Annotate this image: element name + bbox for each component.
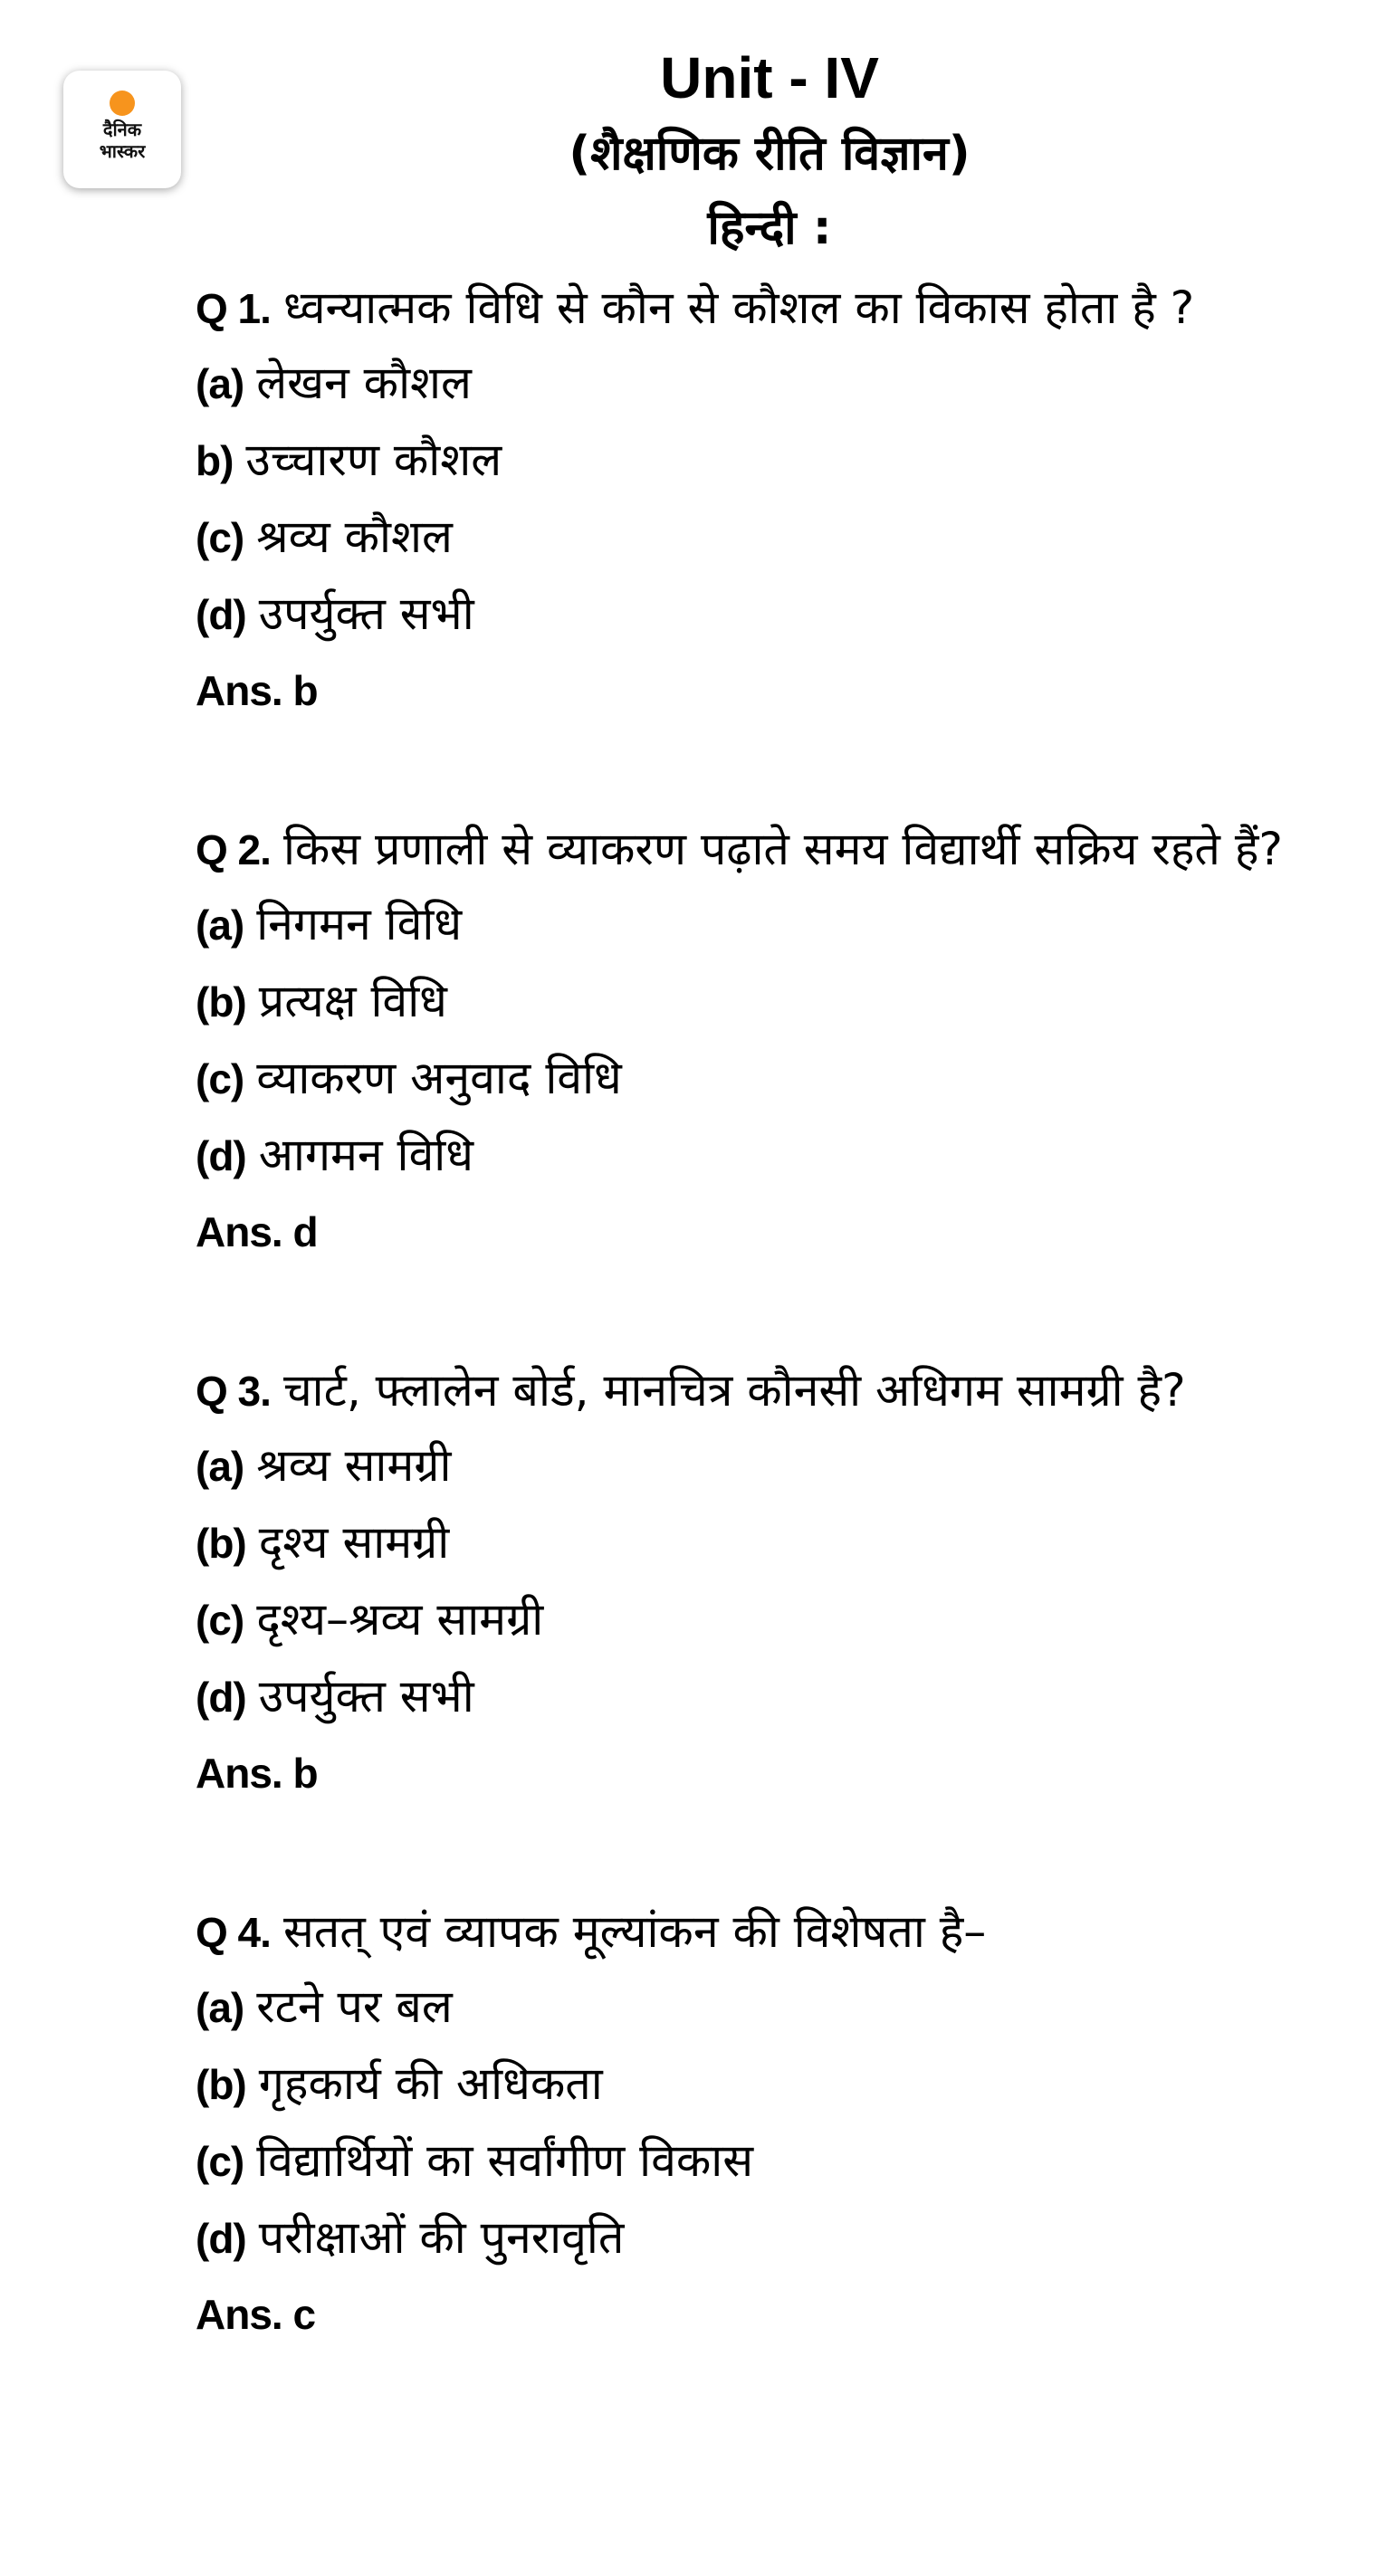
answer-line: [196, 2276, 1327, 2362]
option-d: [196, 576, 1327, 653]
answer: Ans. b: [196, 1750, 318, 1797]
subject-heading: हिन्दी :: [707, 201, 832, 255]
option-text: दृश्य सामग्री: [258, 1516, 450, 1569]
option-text: उपर्युक्त सभी: [258, 1670, 474, 1722]
option-a: [196, 1969, 1327, 2046]
question-number: Q 4.: [196, 1909, 271, 1956]
option-key: (c): [196, 1597, 244, 1644]
question-body: किस प्रणाली से व्याकरण पढ़ाते समय विद्यार्थी सक्रिय रहते हैं?: [282, 823, 1283, 875]
option-a: [196, 345, 1327, 422]
question-body: चार्ट, फ्लालेन बोर्ड, मानचित्र कौनसी अधिगम सामग्री है?: [282, 1364, 1186, 1417]
question-text: [196, 813, 1327, 886]
question-number: Q 2.: [196, 826, 271, 873]
option-b: [196, 963, 1327, 1040]
answer-line: [196, 1735, 1327, 1821]
option-text: श्रव्य कौशल: [256, 510, 453, 563]
question-body: ध्वन्यात्मक विधि से कौन से कौशल का विकास होता है ?: [282, 281, 1195, 334]
option-text: श्रव्य सामग्री: [256, 1439, 452, 1492]
answer-line: [196, 1194, 1327, 1280]
option-key: (c): [196, 514, 244, 561]
option-key: (a): [196, 1443, 244, 1490]
option-key: (b): [196, 978, 246, 1026]
option-text: विद्यार्थियों का सर्वांगीण विकास: [256, 2134, 754, 2187]
option-text: रटने पर बल: [256, 1980, 453, 2033]
question-3: [196, 1354, 1327, 1821]
option-text: निगमन विधि: [256, 898, 463, 950]
option-key: (d): [196, 1674, 246, 1721]
option-text: दृश्य–श्रव्य सामग्री: [256, 1593, 544, 1646]
option-b: [196, 2046, 1327, 2123]
option-a: [196, 1427, 1327, 1504]
question-body: सतत् एवं व्यापक मूल्यांकन की विशेषता है–: [282, 1905, 987, 1958]
question-4: [196, 1895, 1327, 2362]
option-key: (c): [196, 1055, 244, 1102]
unit-subtitle: (शैक्षणिक रीति विज्ञान): [569, 127, 971, 181]
option-a: [196, 886, 1327, 963]
option-text: उच्चारण कौशल: [245, 434, 502, 486]
option-b: [196, 422, 1327, 499]
question-text: [196, 1354, 1327, 1427]
option-c: [196, 1040, 1327, 1117]
question-2: [196, 813, 1327, 1280]
dainik-bhaskar-logo: [63, 71, 181, 188]
option-text: व्याकरण अनुवाद विधि: [256, 1052, 622, 1104]
option-key: b): [196, 437, 234, 484]
option-key: (c): [196, 2138, 244, 2185]
option-text: आगमन विधि: [258, 1129, 473, 1181]
option-d: [196, 1117, 1327, 1194]
option-key: (d): [196, 2215, 246, 2262]
option-text: गृहकार्य की अधिकता: [258, 2057, 603, 2110]
logo-line-2: भास्कर: [99, 140, 146, 162]
answer: Ans. b: [196, 667, 318, 714]
option-text: परीक्षाओं की पुनरावृति: [258, 2211, 625, 2264]
option-key: (b): [196, 1520, 246, 1567]
option-text: लेखन कौशल: [256, 357, 472, 409]
answer-line: [196, 653, 1327, 739]
logo-sun-icon: [110, 91, 135, 116]
answer: Ans. c: [196, 2291, 316, 2338]
question-number: Q 3.: [196, 1368, 271, 1415]
option-key: (b): [196, 2061, 246, 2108]
question-list: [196, 272, 1327, 2437]
option-key: (a): [196, 360, 244, 407]
option-key: (d): [196, 591, 246, 638]
unit-title: Unit - IV: [660, 45, 879, 110]
option-text: प्रत्यक्ष विधि: [258, 975, 447, 1027]
option-key: (d): [196, 1132, 246, 1179]
question-text: [196, 1895, 1327, 1969]
logo-line-1: दैनिक: [102, 119, 142, 140]
option-b: [196, 1504, 1327, 1581]
question-text: [196, 272, 1327, 345]
option-d: [196, 1658, 1327, 1735]
option-text: उपर्युक्त सभी: [258, 587, 474, 640]
option-c: [196, 1581, 1327, 1658]
option-d: [196, 2199, 1327, 2276]
option-c: [196, 2123, 1327, 2199]
option-key: (a): [196, 902, 244, 949]
answer: Ans. d: [196, 1208, 318, 1255]
option-key: (a): [196, 1984, 244, 2031]
question-1: [196, 272, 1327, 739]
question-number: Q 1.: [196, 285, 271, 332]
option-c: [196, 499, 1327, 576]
